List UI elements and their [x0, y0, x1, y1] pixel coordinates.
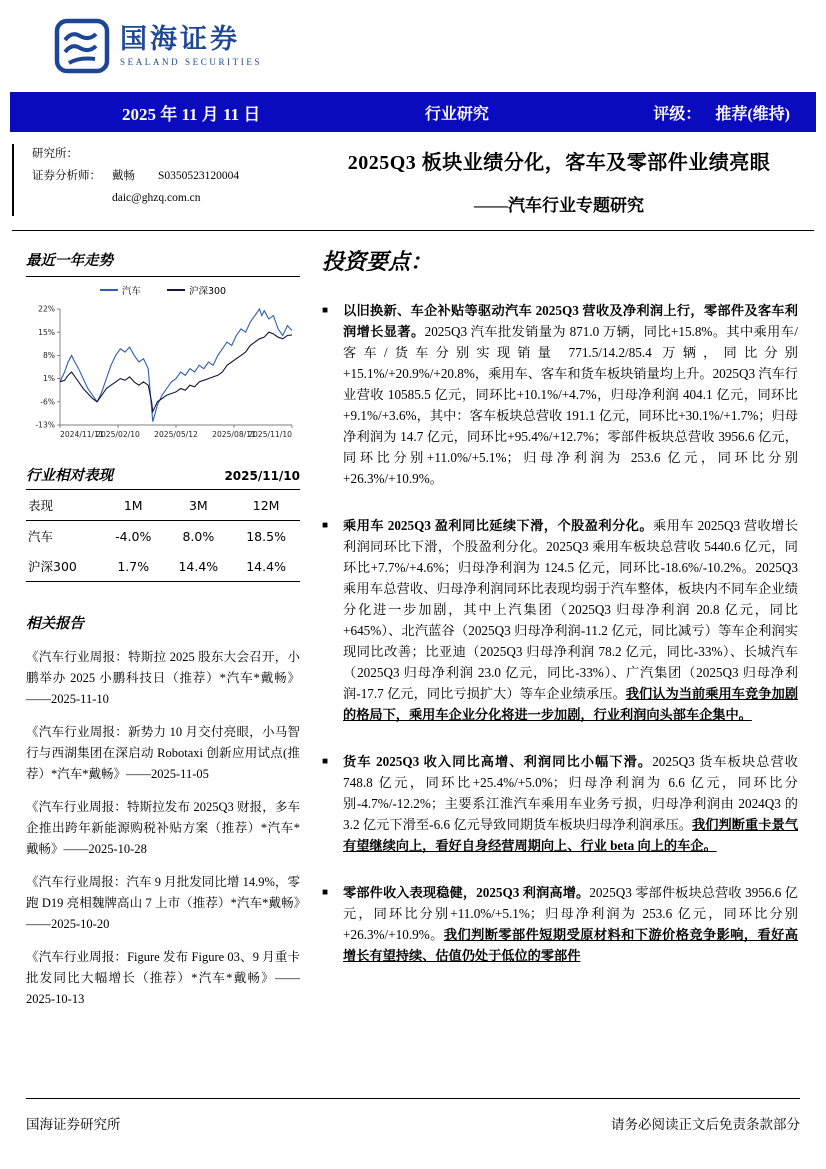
institute-label: 研究所：	[32, 148, 78, 160]
text-segment: 零部件收入表现稳健，2025Q3 利润高增。	[343, 885, 590, 900]
trend-title: 最近一年走势	[26, 253, 113, 269]
analyst-label: 证券分析师：	[32, 169, 101, 182]
bullet-text	[343, 882, 798, 966]
svg-text:22%: 22%	[38, 304, 55, 314]
table-header-cell: 12M	[252, 497, 280, 513]
logo-row	[0, 0, 826, 92]
info-title-section	[0, 132, 826, 226]
svg-text:2025/11/10: 2025/11/10	[248, 430, 292, 439]
svg-text:2024/11/11: 2024/11/11	[60, 430, 104, 439]
text-segment: 以旧换新、车企补贴等驱动汽车 2025Q3 营收及净利润上行，零部件及客车利润增长显著。	[343, 303, 798, 339]
institute-row	[32, 144, 320, 166]
footer-right: 请务必阅读正文后免责条款部分	[611, 1117, 800, 1132]
text-segment: 2025Q3 汽车批发销量为 871.0 万辆，同比+15.8%。其中乘用车/客车/货车分别实现销量 771.5/14.2/85.4 万辆，同比分别+15.1%/+20.9%/+20.8%，乘用车、客车和货车板块销量均上升。2025Q3 汽车行业营收 10585.5 亿元，同环比+10.1%/+4.7%，归母净利润 404.1 亿元，同环比+9.1%/+3.6%，其中：客车板块总营收 191.1 亿元，同环比+30.1%/+1.7%；归母净利润为 14.7 亿元，同环比+95.4%/+12.7%；零部件板块总营收 3956.6 亿元，同环比分别+11.0%/+5.1%；归母净利润为 253.6 亿元，同环比分别+26.3%/+10.9%。	[343, 324, 799, 486]
footer-left: 国海证券研究所	[26, 1117, 121, 1132]
legend-label: 汽车	[121, 286, 141, 297]
chart-legend	[26, 283, 300, 297]
page-footer	[26, 1098, 800, 1133]
content-columns	[0, 231, 826, 1093]
analyst-info	[12, 144, 320, 216]
relative-table-body	[26, 521, 300, 582]
bullet-square-icon: ■	[322, 520, 329, 531]
text-segment: 我们认为当前乘用车竞争加剧的格局下，乘用车企业分化将进一步加剧，行业利润向头部车企集中。	[343, 686, 799, 722]
report-type: 行业研究	[424, 105, 489, 123]
bullet-text	[343, 751, 798, 856]
svg-text:2025/08/11: 2025/08/11	[212, 430, 256, 439]
header-bar	[10, 92, 816, 132]
text-segment: 2025Q3 货车板块总营收 748.8 亿元，同环比+25.4%/+5.0%；归母净利润为 6.6 亿元，同环比分别-4.7%/-12.2%；主要系江淮汽车乘用车业务亏损，归母净利润由 2024Q3 的 3.2 亿元下滑至-6.6 亿元导致同期货车板块归母净利润承压。	[343, 754, 798, 832]
title-block	[320, 144, 798, 216]
sidebar	[26, 245, 300, 1093]
row-value: 14.4%	[178, 558, 219, 574]
related-reports	[26, 608, 300, 1010]
analyst-name: 戴畅	[112, 169, 135, 182]
bullet-square-icon: ■	[322, 756, 329, 767]
report-item: 《汽车行业周报：特斯拉发布 2025Q3 财报，多车企推出跨年新能源购税补贴方案（推荐）*汽车*戴畅》——2025-10-28	[26, 800, 300, 856]
text-segment: 货车 2025Q3 收入同比高增、利润同比小幅下滑。	[343, 754, 653, 769]
svg-text:-13%: -13%	[35, 420, 55, 430]
sealand-logo	[54, 18, 262, 74]
bullet-square-icon: ■	[322, 887, 329, 898]
analyst-id: S0350523120004	[158, 169, 240, 182]
row-value: 8.0%	[182, 528, 215, 544]
bullet-list	[322, 300, 798, 966]
row-value: 18.5%	[246, 528, 286, 544]
bullet-square-icon: ■	[322, 305, 329, 316]
row-value: -4.0%	[115, 528, 152, 544]
rating-badge	[653, 101, 790, 124]
page-title: 2025Q3 板块业绩分化，客车及零部件业绩亮眼	[347, 152, 771, 174]
investment-point	[322, 515, 798, 725]
bullet-text	[343, 515, 798, 725]
investment-points-heading: 投资要点：	[322, 249, 433, 274]
related-reports-title: 相关报告	[26, 616, 84, 632]
logo-name-cn: 国海证券	[120, 24, 240, 55]
table-header-cell: 3M	[188, 497, 208, 513]
report-item: 《汽车行业周报：汽车 9 月批发同比增 14.9%，零跑 D19 亮相魏牌高山 7 上市（推荐）*汽车*戴畅》——2025-10-20	[26, 875, 300, 931]
legend-line-swatch	[167, 289, 185, 291]
text-segment: 乘用车 2025Q3 盈利同比延续下滑，个股盈利分化。	[343, 518, 653, 533]
logo-text	[120, 25, 262, 67]
row-label: 汽车	[28, 529, 54, 544]
main-column	[322, 245, 798, 1093]
rating-label: 评级：	[653, 105, 702, 123]
svg-text:1%: 1%	[42, 374, 55, 384]
row-value: 1.7%	[117, 558, 150, 574]
analyst-email: daic@ghzq.com.cn	[112, 191, 201, 204]
svg-text:2025/02/10: 2025/02/10	[96, 430, 140, 439]
relative-table-head-row	[26, 490, 300, 521]
legend-item	[100, 283, 141, 297]
relative-performance-date: 2025/11/10	[224, 469, 300, 483]
relative-performance-title: 行业相对表现	[26, 468, 113, 484]
row-value: 14.4%	[246, 558, 286, 574]
rating-value: 推荐(维持)	[715, 105, 790, 123]
legend-item	[167, 283, 226, 297]
row-label: 沪深300	[28, 559, 77, 574]
investment-point	[322, 300, 798, 489]
report-date: 2025 年 11 月 11 日	[122, 104, 261, 124]
text-segment: 我们判断零部件短期受原材料和下游价格竞争影响，看好高增长有望持续、估值仍处于低位的零部件	[343, 927, 798, 963]
investment-point	[322, 751, 798, 856]
analyst-row	[32, 166, 320, 188]
text-segment: 我们判断重卡景气有望继续向上，看好自身经营周期向上、行业 beta 向上的车企。	[343, 817, 799, 853]
table-row	[26, 551, 300, 582]
report-item: 《汽车行业周报：Figure 发布 Figure 03、9 月重卡批发同比大幅增长（推荐）*汽车*戴畅》——2025-10-13	[26, 950, 300, 1006]
report-item: 《汽车行业周报：新势力 10 月交付亮眼，小马智行与西湖集团在深启动 Robotaxi 创新应用试点(推荐）*汽车*戴畅》——2025-11-05	[26, 725, 300, 781]
trend-chart	[26, 277, 300, 450]
sealand-logo-icon	[54, 18, 110, 74]
table-row	[26, 521, 300, 552]
analyst-email-row	[32, 188, 320, 210]
legend-line-swatch	[100, 289, 118, 291]
page-subtitle: ——汽车行业专题研究	[474, 196, 644, 215]
text-segment: 2025Q3 零部件板块总营收 3956.6 亿元，同环比分别+11.0%/+5.1%；归母净利润为 253.6 亿元，同环比分别+26.3%/+10.9%。	[343, 885, 798, 942]
legend-label: 沪深300	[188, 286, 227, 297]
text-segment: 乘用车 2025Q3 营收增长利润同环比下滑，个股盈利分化。2025Q3 乘用车板块总营收 5440.6 亿元，同环比+7.7%/+4.6%；归母净利润为 124.5 亿元，同环比-18.6%/-10.2%。2025Q3 乘用车总营收、归母净利润同环比表现均弱于汽车整体，板块内不同车企业绩分化进一步加剧，其中上汽集团（2025Q3 归母净利润 20.8 亿元，同比+645%）、北汽蓝谷（2025Q3 归母净利润-11.2 亿元，同比减亏）等车企利润实现同比改善；比亚迪（2025Q3 归母净利润 78.2 亿元，同比-33%）、长城汽车（2025Q3 归母净利润 23.0 亿元，同比-33%）、广汽集团（2025Q3 归母净利润-17.7 亿元，同比亏损扩大）等车企业绩承压。	[343, 518, 798, 701]
relative-performance-table	[26, 489, 300, 582]
bullet-text	[343, 300, 798, 489]
investment-point	[322, 882, 798, 966]
relative-performance-header	[26, 464, 300, 489]
table-header-cell: 表现	[28, 498, 54, 513]
svg-text:15%: 15%	[38, 327, 55, 337]
report-list	[26, 647, 300, 1010]
svg-text:-6%: -6%	[40, 397, 55, 407]
report-item: 《汽车行业周报：特斯拉 2025 股东大会召开，小鹏举办 2025 小鹏科技日（推荐）*汽车*戴畅》——2025-11-10	[26, 650, 300, 706]
table-header-cell: 1M	[123, 497, 143, 513]
svg-text:8%: 8%	[42, 351, 55, 360]
svg-text:2025/05/12: 2025/05/12	[154, 430, 198, 439]
logo-name-en: SEALAND SECURITIES	[120, 56, 263, 67]
trend-chart-svg	[26, 299, 298, 445]
